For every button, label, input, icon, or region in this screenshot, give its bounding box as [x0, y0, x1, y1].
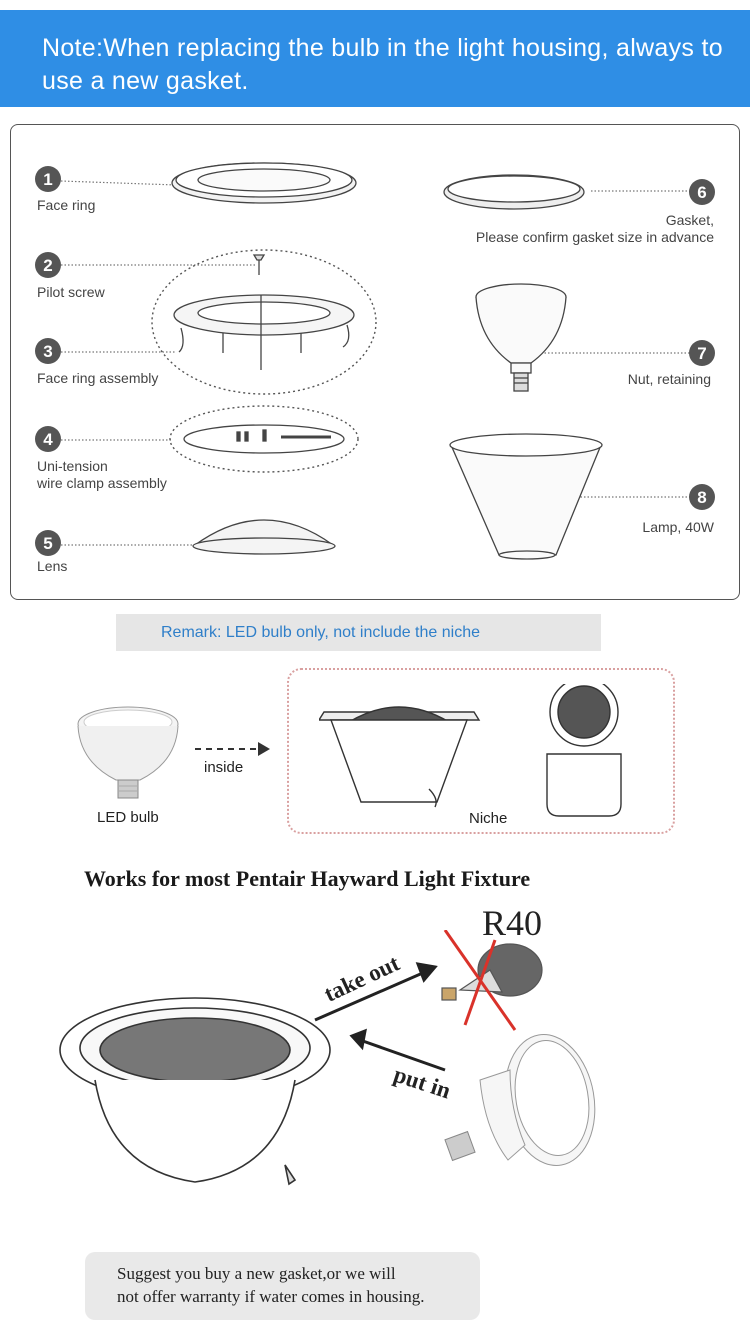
lamp-housing-drawing [450, 434, 602, 559]
new-led-bulb-drawing [445, 1027, 600, 1172]
badge-3-number: 3 [43, 342, 53, 361]
fixture-housing-drawing [60, 998, 330, 1184]
take-out-label: take out [320, 950, 404, 1007]
arrow-right-icon [258, 742, 270, 756]
led-bulb-label: LED bulb [97, 809, 159, 826]
part-label-gasket-line1: Gasket, [665, 212, 714, 228]
note-text: Note:When replacing the bulb in the light housing, always to use a new gasket. [42, 34, 723, 95]
inside-label: inside [204, 759, 244, 776]
put-in-arrowhead-icon [352, 1031, 365, 1047]
part-label-pilot-screw: Pilot screw [37, 284, 105, 300]
note-banner [0, 10, 750, 107]
badge-1-number: 1 [43, 170, 53, 189]
put-in-label: put in [390, 1061, 454, 1104]
face-ring-assembly-drawing [174, 295, 354, 370]
niche-illustrations [319, 684, 659, 824]
part-label-lamp: Lamp, 40W [642, 519, 714, 535]
badge-7-number: 7 [697, 344, 707, 363]
part-label-clamp-line1: Uni-tension [37, 458, 108, 474]
leader-line-1 [61, 181, 176, 185]
bulb-drawing [476, 284, 566, 391]
niche-label: Niche [469, 810, 508, 827]
face-ring-drawing [172, 163, 356, 203]
part-label-lens: Lens [37, 558, 68, 574]
badge-8-number: 8 [697, 488, 707, 507]
niche-box [287, 668, 675, 834]
fixture-illustration [40, 930, 600, 1230]
part-label-face-ring: Face ring [37, 197, 96, 213]
parts-diagram-panel [10, 124, 740, 600]
part-label-gasket-line2: Please confirm gasket size in advance [475, 229, 714, 245]
suggestion-box [85, 1252, 480, 1320]
remark-banner: Remark: LED bulb only, not include the niche [116, 614, 601, 651]
wire-clamp-drawing [184, 425, 344, 453]
parts-illustrations [11, 125, 741, 601]
suggestion-line-1: Suggest you buy a new gasket,or we will [117, 1264, 396, 1283]
r40-label: R40 [482, 903, 543, 943]
badge-5-number: 5 [43, 534, 53, 553]
part-label-clamp-line2: wire clamp assembly [37, 475, 167, 491]
led-bulb-illustration [70, 700, 285, 810]
badge-6-number: 6 [697, 183, 707, 202]
suggestion-line-2: not offer warranty if water comes in housing. [117, 1287, 425, 1306]
part-label-nut: Nut, retaining [627, 371, 711, 387]
badge-4-number: 4 [43, 430, 53, 449]
fixture-title: Works for most Pentair Hayward Light Fixture [84, 866, 531, 891]
lens-drawing [193, 520, 335, 554]
part-label-face-ring-assembly: Face ring assembly [37, 370, 159, 386]
take-out-arrowhead-icon [418, 964, 435, 980]
pilot-screw-drawing [254, 255, 264, 275]
gasket-drawing [444, 175, 584, 209]
badge-2-number: 2 [43, 256, 53, 275]
